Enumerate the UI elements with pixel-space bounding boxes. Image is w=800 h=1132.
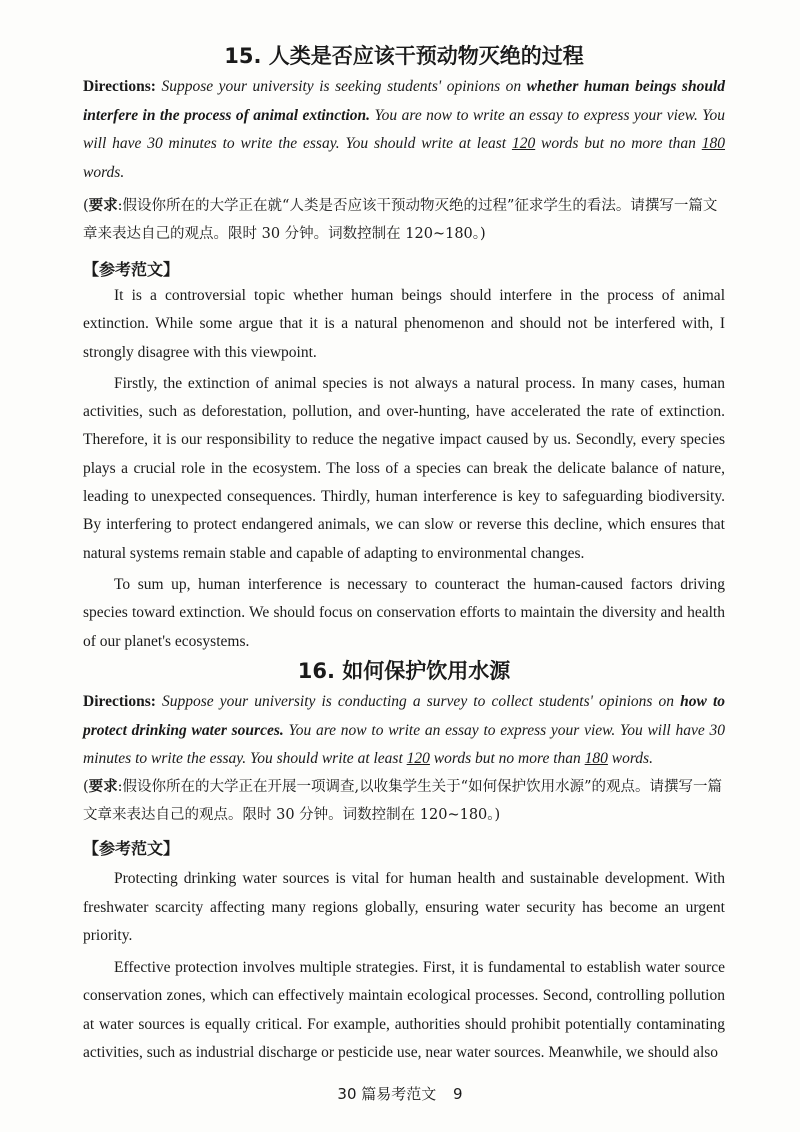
paragraph: Effective protection involves multiple strategies. First, it is fundamental to establish water source conservation zones, which can effectively maintain ecological processes. Second, controlling pollution at water sources is equally critical. For example, authorities should prohibit potentially contaminating activities, such as industrial discharge or pesticide use, near water sources. Meanwhile, we should also (83, 958, 725, 1061)
essay-16-directions (83, 688, 725, 774)
directions-text: Suppose your university is conducting a survey to collect students' opinions on (162, 693, 675, 710)
paragraph: It is a controversial topic whether human beings should interfere in the process of animal extinction. While some argue that it is a natural phenomenon and should not be interfered with, I strongly disagree with this viewpoint. (83, 287, 725, 361)
max-words: 180 (701, 135, 726, 153)
directions-topic: how to protect drinking water sources. (83, 693, 726, 739)
essay-15-reference-heading: 【参考范文】 (83, 260, 180, 279)
essay-16-body (83, 865, 725, 1068)
page-number: 9 (453, 1085, 463, 1103)
paragraph: To sum up, human interference is necessary to counteract the human-caused factors driving species toward extinction. We should focus on conservation efforts to maintain the diversity and health of our planet's ecosystems. (83, 575, 725, 650)
requirement-label: 要求 (88, 779, 118, 795)
directions-text: words but no more than (433, 750, 581, 768)
directions-text: words but no more than (541, 135, 696, 153)
essay-16-title: 16. 如何保护饮用水源 (297, 659, 511, 683)
directions-text: words. (611, 750, 653, 768)
directions-text: words. (83, 164, 125, 182)
min-words: 120 (406, 750, 430, 768)
max-words: 180 (584, 750, 608, 768)
essay-15-directions (83, 73, 725, 188)
essay-15-body (83, 282, 725, 656)
essay-15-requirement: (要求:假设你所在的大学正在就“人类是否应该干预动物灭绝的过程”征求学生的看法。请撰写一篇文章来表达自己的观点。限时 30 分钟。词数控制在 120~180。) (83, 198, 718, 242)
min-words: 120 (511, 135, 536, 153)
paragraph: Protecting drinking water sources is vital for human health and sustainable development. With freshwater scarcity affecting many regions globally, ensuring water security has become an urgent priority. (83, 870, 725, 944)
requirement-text: :假设你所在的大学正在开展一项调查,以收集学生关于“如何保护饮用水源”的观点。请撰写一篇文章来表达自己的观点。限时 30 分钟。词数控制在 120~180。) (83, 779, 722, 823)
essay-16-requirement: (要求:假设你所在的大学正在开展一项调查,以收集学生关于“如何保护饮用水源”的观点。请撰写一篇文章来表达自己的观点。限时 30 分钟。词数控制在 120~180。) (83, 779, 722, 823)
directions-label: Directions: (83, 78, 156, 95)
directions-topic: whether human beings should interfere in the process of animal extinction. (83, 78, 726, 124)
directions-text: Suppose your university is seeking students' opinions on (161, 78, 522, 95)
directions-label: Directions: (83, 693, 156, 710)
essay-15-title: 15. 人类是否应该干预动物灭绝的过程 (224, 44, 584, 68)
directions-text: You are now to write an essay to express your view. You will have 30 minutes to write the essay. You should write at least (83, 721, 725, 768)
paragraph: Firstly, the extinction of animal species is not always a natural process. In many cases, human activities, such as deforestation, pollution, and over-hunting, have accelerated the rate of extinction. Therefore, it is our responsibility to reduce the negative impact caused by us. Secondly, every species plays a crucial role in the ecosystem. The loss of a species can break the delicate balance of nature, leading to unexpected consequences. Thirdly, human interference is key to safeguarding biodiversity. By interfering to protect endangered animals, we can slow or reverse this decline, which ensures that natural systems remain stable and capable of adapting to environmental changes. (83, 374, 725, 562)
directions-text: You are now to write an essay to express your view. You will have 30 minutes to write the essay. You should write at least (83, 106, 725, 153)
book-title: 30 篇易考范文 (337, 1085, 437, 1103)
page-footer (0, 1083, 800, 1104)
requirement-text: :假设你所在的大学正在就“人类是否应该干预动物灭绝的过程”征求学生的看法。请撰写一篇文章来表达自己的观点。限时 30 分钟。词数控制在 120~180。) (83, 198, 718, 242)
requirement-label: 要求 (88, 198, 118, 214)
essay-16-reference-heading: 【参考范文】 (83, 839, 180, 858)
